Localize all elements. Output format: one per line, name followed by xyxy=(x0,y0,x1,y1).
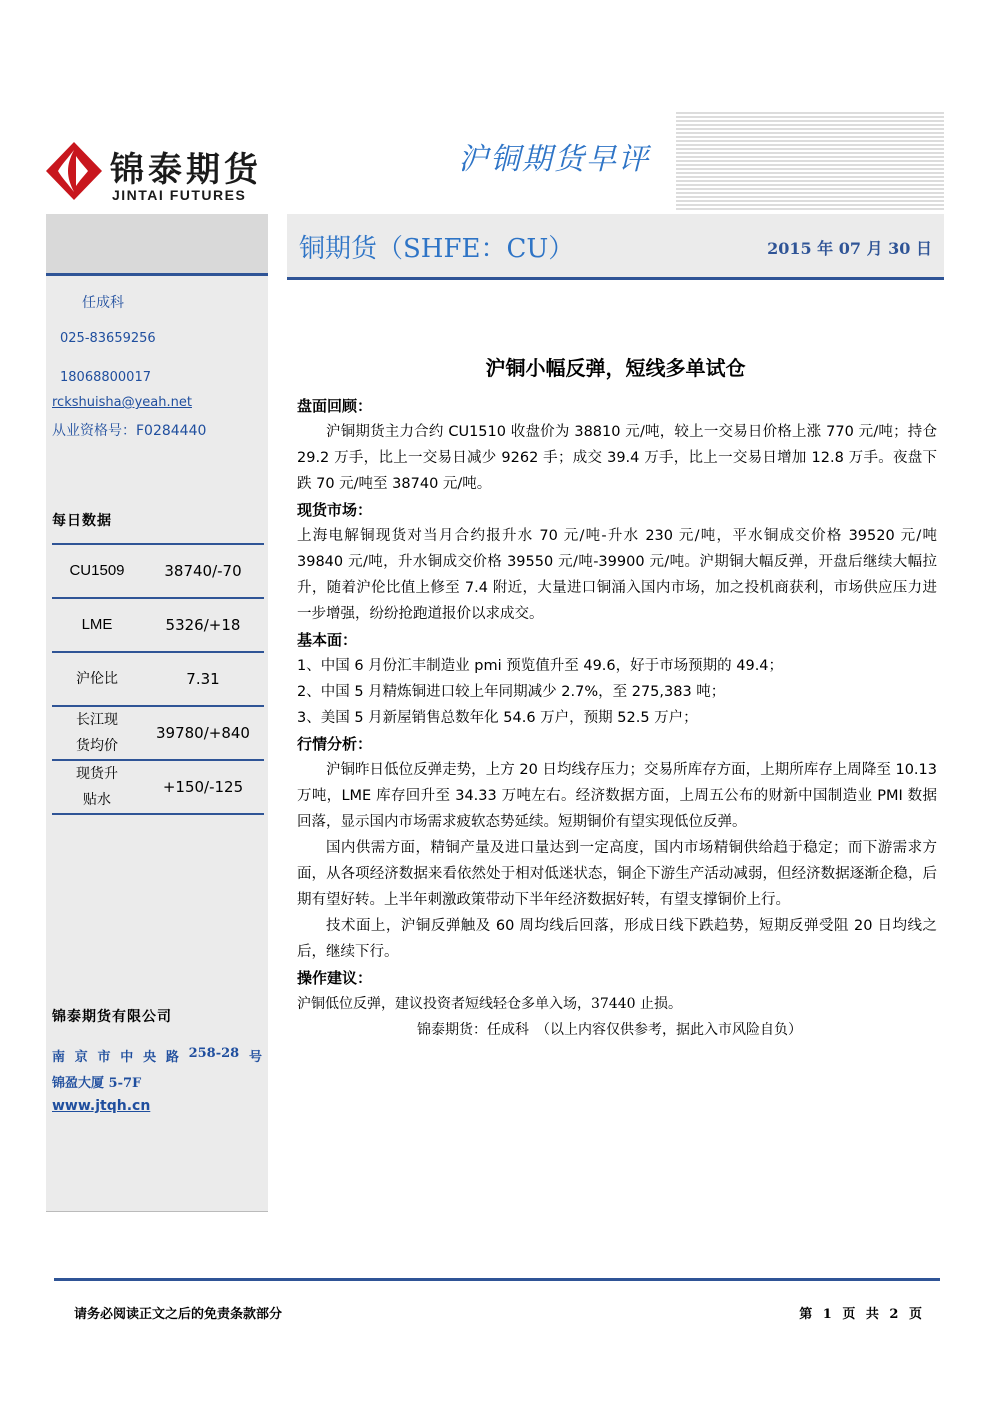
section-heading: 盘面回顾： xyxy=(297,397,373,415)
table-row xyxy=(52,706,264,760)
footer-divider xyxy=(54,1278,940,1281)
row-value: 7.31 xyxy=(186,670,220,688)
main-header-bar xyxy=(287,214,944,280)
row-value: +150/-125 xyxy=(162,778,244,796)
address-part: 市 xyxy=(97,1050,111,1065)
address-part: 央 xyxy=(143,1050,157,1065)
section-heading: 现货市场： xyxy=(297,501,373,519)
table-row xyxy=(52,652,264,706)
company-name: 锦泰期货有限公司 xyxy=(52,1009,172,1025)
table-row xyxy=(52,760,264,814)
row-label-line1: 现货升 xyxy=(76,766,118,782)
fundamental-item: 2、中国 5 月精炼铜进口较上年同期减少 2.7%，至 275,383 吨； xyxy=(297,684,726,700)
table-row xyxy=(52,598,264,652)
paragraph: 国内供需方面，精铜产量及进口量达到一定高度，国内市场精铜供给趋于稳定；而下游需求方面，从各项经济数据来看依然处于相对低迷状态，铜企下游生产活动减弱，但经济数据逐渐企稳，后期有望好转。上半年刺激政策带动下半年经济数据好转，有望支撑铜价上行。 xyxy=(297,840,937,908)
logo-english-name: JINTAI FUTURES xyxy=(112,187,247,203)
website-link[interactable]: www.jtqh.cn xyxy=(52,1098,151,1114)
author-name: 任成科 xyxy=(82,295,124,311)
fundamental-item: 1、中国 6 月份汇丰制造业 pmi 预览值升至 49.6，好于市场预期的 49.4； xyxy=(297,658,784,674)
header-stripes-decoration xyxy=(676,112,944,210)
address-part: 京 xyxy=(74,1050,88,1065)
page-number: 第 1 页 共 2 页 xyxy=(799,1307,922,1322)
report-date: 2015 年 07 月 30 日 xyxy=(767,239,932,258)
row-label xyxy=(52,706,142,760)
sidebar xyxy=(46,214,268,1212)
section-heading: 行情分析： xyxy=(297,735,373,753)
address-part: 号 xyxy=(248,1050,262,1065)
table-row xyxy=(52,544,264,598)
mobile-number: 18068800017 xyxy=(60,370,151,385)
address-part: 南 xyxy=(52,1050,66,1065)
paragraph: 技术面上，沪铜反弹触及 60 周均线后回落，形成日线下跌趋势，短期反弹受阻 20 日均线之后，继续下行。 xyxy=(297,918,937,960)
row-value: 5326/+18 xyxy=(165,616,241,634)
article-title: 沪铜小幅反弹，短线多单试仓 xyxy=(485,356,746,380)
signature-line: 锦泰期货：任成科 （以上内容仅供参考，据此入市风险自负） xyxy=(417,1022,802,1038)
section-heading: 操作建议： xyxy=(297,969,373,987)
sidebar-header-block xyxy=(46,214,268,276)
address-part: 258-28 xyxy=(188,1046,240,1061)
advice-text: 沪铜低位反弹，建议投资者短线轻仓多单入场，37440 止损。 xyxy=(297,996,682,1012)
license-number: 从业资格号：F0284440 xyxy=(52,423,207,439)
paragraph: 上海电解铜现货对当月合约报升水 70 元/吨-升水 230 元/吨，平水铜成交价格 39520 元/吨 39840 元/吨，升水铜成交价格 39550 元/吨-39900 元/吨。沪期铜大幅反弹，开盘后继续大幅拉升，随着沪伦比值上修至 7.4 附近，大量进口铜涌入国内市场，加之投机商获利，市场供应压力进一步增强，纷纷抢跑道报价以求成交。 xyxy=(297,528,937,622)
company-logo xyxy=(46,140,276,210)
row-label: CU1509 xyxy=(69,562,125,579)
paragraph: 沪铜昨日低位反弹走势，上方 20 日均线存压力；交易所库存方面，上期所库存上周降至 10.13 万吨，LME 库存回升至 34.33 万吨左右。经济数据方面，上周五公布的财新中国制造业 PMI 数据回落，显示国内市场需求疲软态势延续。短期铜价有望实现低位反弹。 xyxy=(297,762,937,830)
row-label: LME xyxy=(81,616,113,633)
section-heading: 基本面： xyxy=(297,631,358,649)
logo-chinese-name: 锦泰期货 xyxy=(110,150,262,190)
fundamental-item: 3、美国 5 月新屋销售总数年化 54.6 万户，预期 52.5 万户； xyxy=(297,710,698,726)
phone-number: 025-83659256 xyxy=(60,331,156,346)
article-body xyxy=(297,393,937,1043)
company-address-line1 xyxy=(52,1046,262,1065)
daily-data-table xyxy=(52,543,264,815)
row-label-line1: 长江现 xyxy=(76,712,118,728)
row-label: 沪伦比 xyxy=(76,671,118,687)
company-address-line2: 锦盈大厦 5-7F xyxy=(52,1076,142,1091)
paragraph: 沪铜期货主力合约 CU1510 收盘价为 38810 元/吨，较上一交易日价格上涨 770 元/吨；持仓 29.2 万手，比上一交易日减少 9262 手；成交 39.4 万手，比上一交易日增加 12.8 万手。夜盘下跌 70 元/吨至 38740 元/吨。 xyxy=(297,424,937,492)
disclaimer-notice: 请务必阅读正文之后的免责条款部分 xyxy=(74,1307,283,1322)
row-value: 39780/+840 xyxy=(156,724,250,742)
daily-data-title: 每日数据 xyxy=(52,513,112,529)
address-part: 路 xyxy=(165,1050,179,1065)
row-label-line2: 贴水 xyxy=(83,792,111,808)
report-title: 沪铜期货早评 xyxy=(458,142,650,177)
row-label xyxy=(52,760,142,814)
address-part: 中 xyxy=(120,1050,134,1065)
commodity-title: 铜期货（SHFE：CU） xyxy=(299,234,575,264)
row-label-line2: 货均价 xyxy=(76,738,118,754)
email-link[interactable]: rckshuisha@yeah.net xyxy=(52,395,192,410)
logo-diamond-icon xyxy=(46,142,102,200)
row-value: 38740/-70 xyxy=(164,562,242,580)
